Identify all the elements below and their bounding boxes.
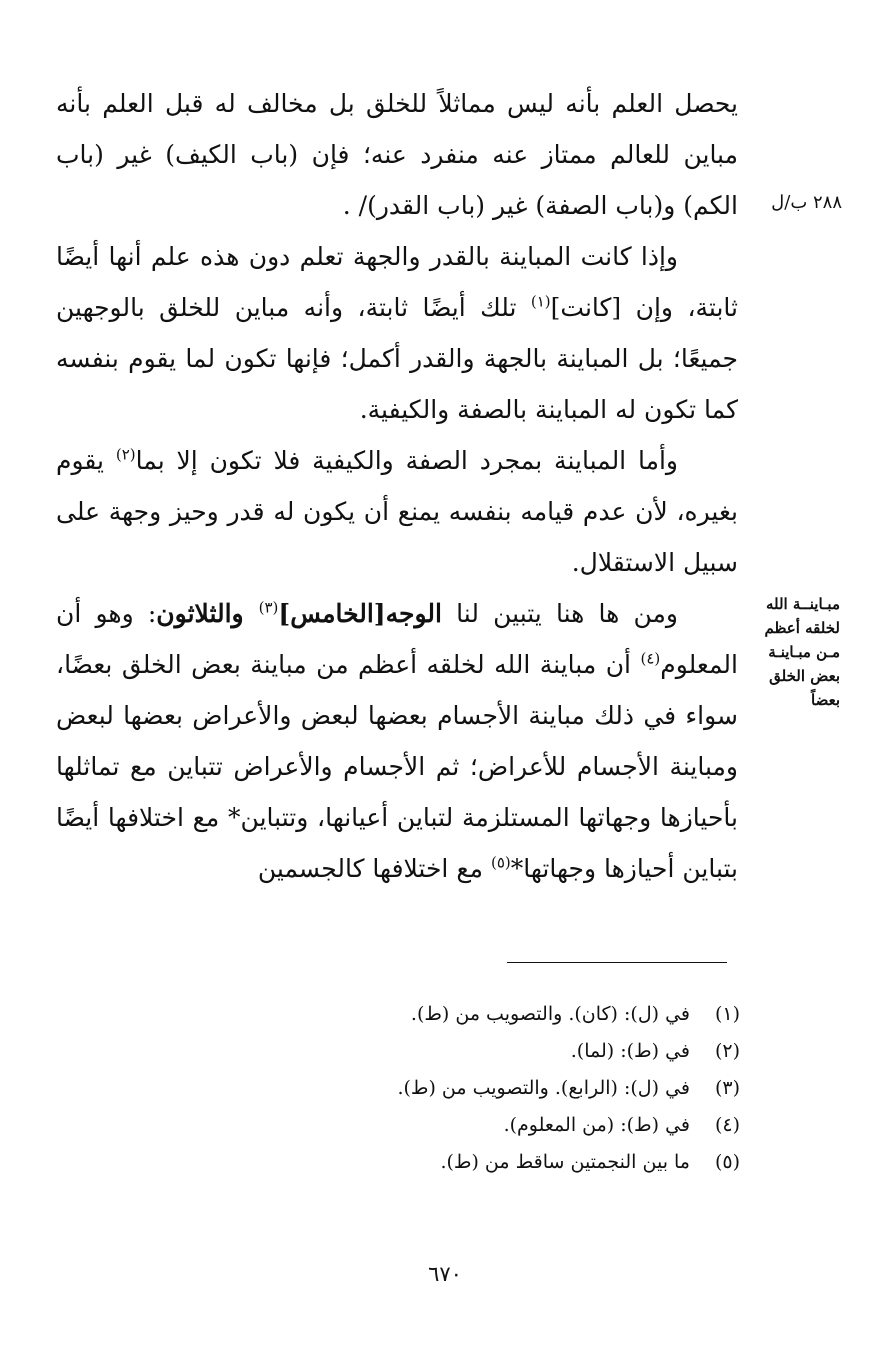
footnote-number: (٢) (714, 1040, 740, 1062)
main-text-body (56, 78, 738, 894)
paragraph-3 (56, 435, 738, 588)
footnote-separator (507, 962, 727, 963)
footnote-text: ما بين النجمتين ساقط من (ط). (440, 1151, 690, 1173)
footnote-ref-1: (١) (530, 292, 551, 311)
page-number: ٦٧٠ (428, 1262, 462, 1286)
footnote-number: (٥) (714, 1151, 740, 1173)
manuscript-folio-reference: ٢٨٨ ب/ل (771, 192, 842, 213)
footnote-text: في (ل): (الرابع). والتصويب من (ط). (397, 1077, 690, 1099)
footnotes-section (200, 996, 740, 1181)
paragraph-3-text-b: يقوم بغيره، لأن عدم قيامه بنفسه يمنع أن يكون له قدر وحيز وجهة على سبيل الاستقلال. (56, 446, 738, 577)
footnote-item (200, 1107, 740, 1144)
margin-topic-note: مبـاينــة الله لخلقه أعظم مـن مبـاينـة بعض الخلق بعضاً (764, 595, 840, 709)
footnote-item (200, 1144, 740, 1181)
paragraph-2-text-b: تلك أيضًا ثابتة، وأنه مباين للخلق بالوجهين جميعًا؛ بل المباينة بالجهة والقدر أكمل؛ فإنها تكون لما يقوم بنفسه كما تكون له المباينة بالصفة والكيفية. (56, 293, 738, 424)
paragraph-2-text-a: وإذا كانت المباينة بالقدر والجهة تعلم دون هذه علم أنها أيضًا ثابتة، وإن [كانت] (56, 242, 738, 322)
footnote-ref-4: (٤) (640, 649, 661, 668)
heading-fifth-aspect: الوجه[الخامس] (278, 599, 442, 628)
paragraph-2 (56, 231, 738, 435)
paragraph-1: يحصل العلم بأنه ليس مماثلاً للخلق بل مخالف له قبل العلم بأنه مباين للعالم ممتاز عنه منفرد عنه؛ فإن (باب الكيف) غير (باب الكم) و(باب الصفة) غير (باب القدر)/ . (56, 89, 738, 220)
footnote-item (200, 1033, 740, 1070)
footnote-number: (١) (714, 1003, 740, 1025)
paragraph-4-text-b: أن مباينة الله لخلقه أعظم من مباينة بعض الخلق بعضًا، سواء في ذلك مباينة الأجسام بعضها لبعض والأعراض بعضها لبعض ومباينة الأجسام للأعراض؛ ثم الأجسام والأعراض تتباين مع تماثلها بأحيازها وجهاتها المستلزمة لتباين أعيانها، وتتباين* مع اختلافها أيضًا بتباين أحيازها وجهاتها* (56, 650, 738, 883)
heading-thirtieth: والثلاثون (156, 599, 259, 628)
footnote-ref-2: (٢) (115, 445, 136, 464)
footnote-text: في (ط): (لما). (570, 1040, 690, 1062)
footnote-item (200, 996, 740, 1033)
footnote-number: (٣) (714, 1077, 740, 1099)
footnote-number: (٤) (714, 1114, 740, 1136)
paragraph-4-text-a: : وهو أن المعلوم (56, 599, 738, 679)
footnote-text: في (ل): (كان). والتصويب من (ط). (410, 1003, 690, 1025)
paragraph-4-lead: ومن ها هنا يتبين لنا (441, 599, 678, 628)
footnote-ref-3: (٣) (258, 598, 279, 617)
paragraph-4 (56, 588, 738, 894)
footnote-text: في (ط): (من المعلوم). (503, 1114, 690, 1136)
footnote-item (200, 1070, 740, 1107)
paragraph-4-text-c: مع اختلافها كالجسمين (257, 854, 491, 883)
paragraph-3-text-a: وأما المباينة بمجرد الصفة والكيفية فلا تكون إلا بما (135, 446, 679, 475)
footnote-ref-5: (٥) (490, 853, 511, 872)
